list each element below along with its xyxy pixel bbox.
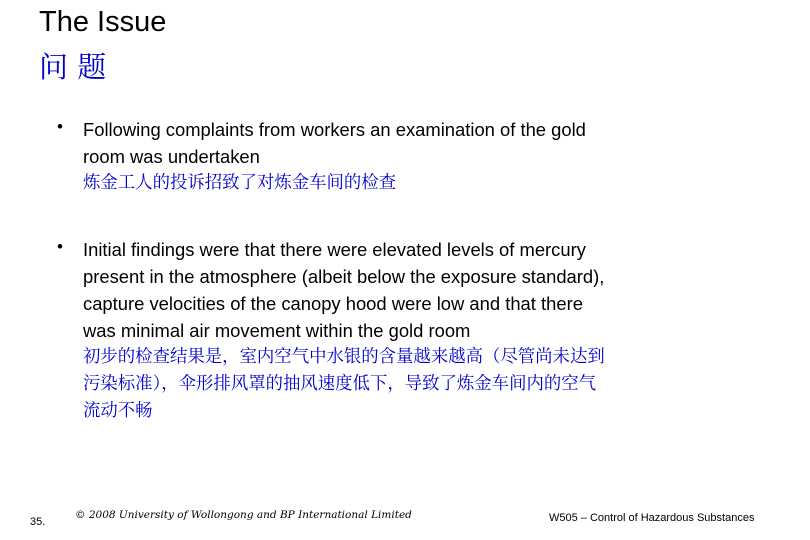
bullet-marker: •: [57, 117, 63, 136]
bullet-text-line: Initial findings were that there were elevated levels of mercury: [83, 239, 586, 260]
slide-title: The Issue: [39, 6, 167, 38]
bullet-translation-line: 流动不畅: [83, 401, 153, 421]
page-number: 35.: [30, 516, 46, 528]
bullet-text-line: Following complaints from workers an examination of the gold: [83, 119, 586, 140]
bullet-translation-line: 污染标准），伞形排风罩的抽风速度低下，导致了炼金车间内的空气: [83, 374, 597, 394]
copyright-notice: © 2008 University of Wollongong and BP International Limited: [75, 509, 412, 521]
bullet-translation-line: 初步的检查结果是，室内空气中水银的含量越来越高（尽管尚未达到: [83, 347, 605, 367]
course-title: W505 – Control of Hazardous Substances: [549, 512, 755, 524]
bullet-point-1: [83, 116, 783, 197]
bullet-translation-line: 炼金工人的投诉招致了对炼金车间的检查: [83, 173, 397, 193]
bullet-marker: •: [57, 237, 63, 256]
bullet-text-line: capture velocities of the canopy hood were low and that there: [83, 293, 583, 314]
bullet-text-line: was minimal air movement within the gold room: [83, 320, 471, 341]
bullet-text-line: room was undertaken: [83, 146, 260, 167]
bullet-text-line: present in the atmosphere (albeit below the exposure standard),: [83, 266, 605, 287]
bullet-point-2: [83, 236, 783, 425]
slide-title-chinese: 问 题: [39, 50, 107, 84]
